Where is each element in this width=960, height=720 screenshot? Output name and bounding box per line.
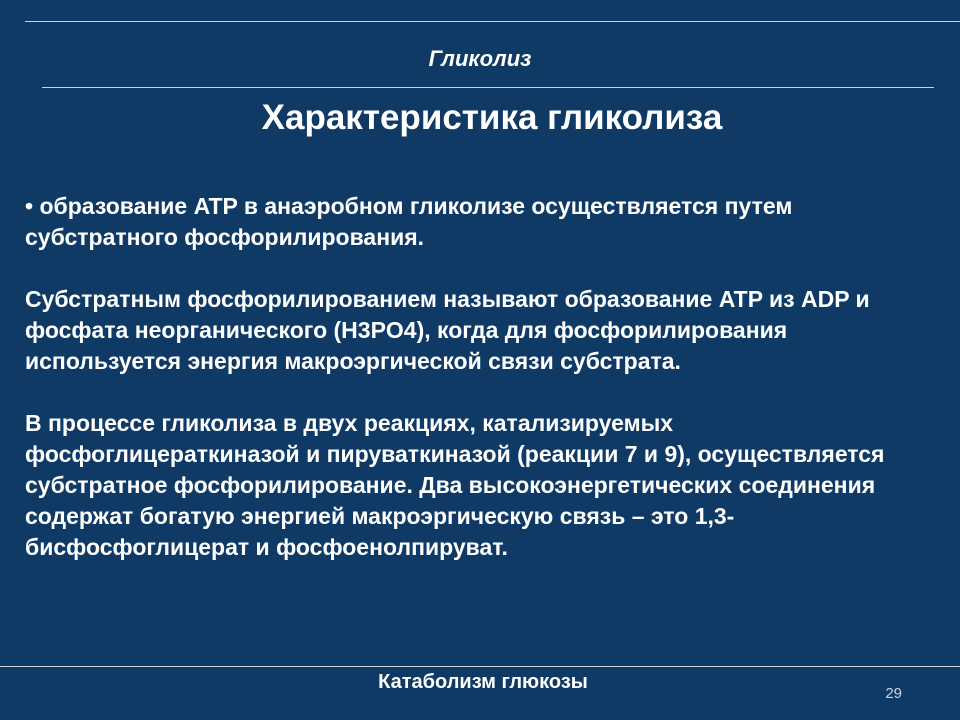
top-divider [25, 21, 960, 22]
paragraph-3: В процессе гликолиза в двух реакциях, катализируемых фосфоглицераткиназой и пируваткиназой (реакции 7 и 9), осуществляется субстратное фосфорилирование. Два высокоэнергетических соединения содержат богатую энергией макроэргическую связь – это 1,3-бисфосфоглицерат и фосфоенолпируват. [25, 410, 885, 560]
header-divider [42, 87, 934, 88]
slide-footer: Катаболизм глюкозы [378, 671, 588, 693]
bullet-paragraph [25, 191, 925, 253]
page-number: 29 [885, 685, 902, 702]
slide-title: Характеристика гликолиза [261, 98, 723, 137]
footer-divider [0, 666, 960, 667]
paragraph-2: Субстратным фосфорилированием называют образование ATP из ADP и фосфата неорганического (H3PO4), когда для фосфорилирования используется энергия макроэргической связи субстрата. [25, 286, 870, 374]
slide-header: Гликолиз [428, 46, 532, 71]
slide-body [25, 191, 925, 563]
bullet-marker: • [25, 193, 34, 219]
paragraph-1: образование ATP в анаэробном гликолизе осуществляется путем субстратного фосфорилирования. [25, 193, 793, 250]
